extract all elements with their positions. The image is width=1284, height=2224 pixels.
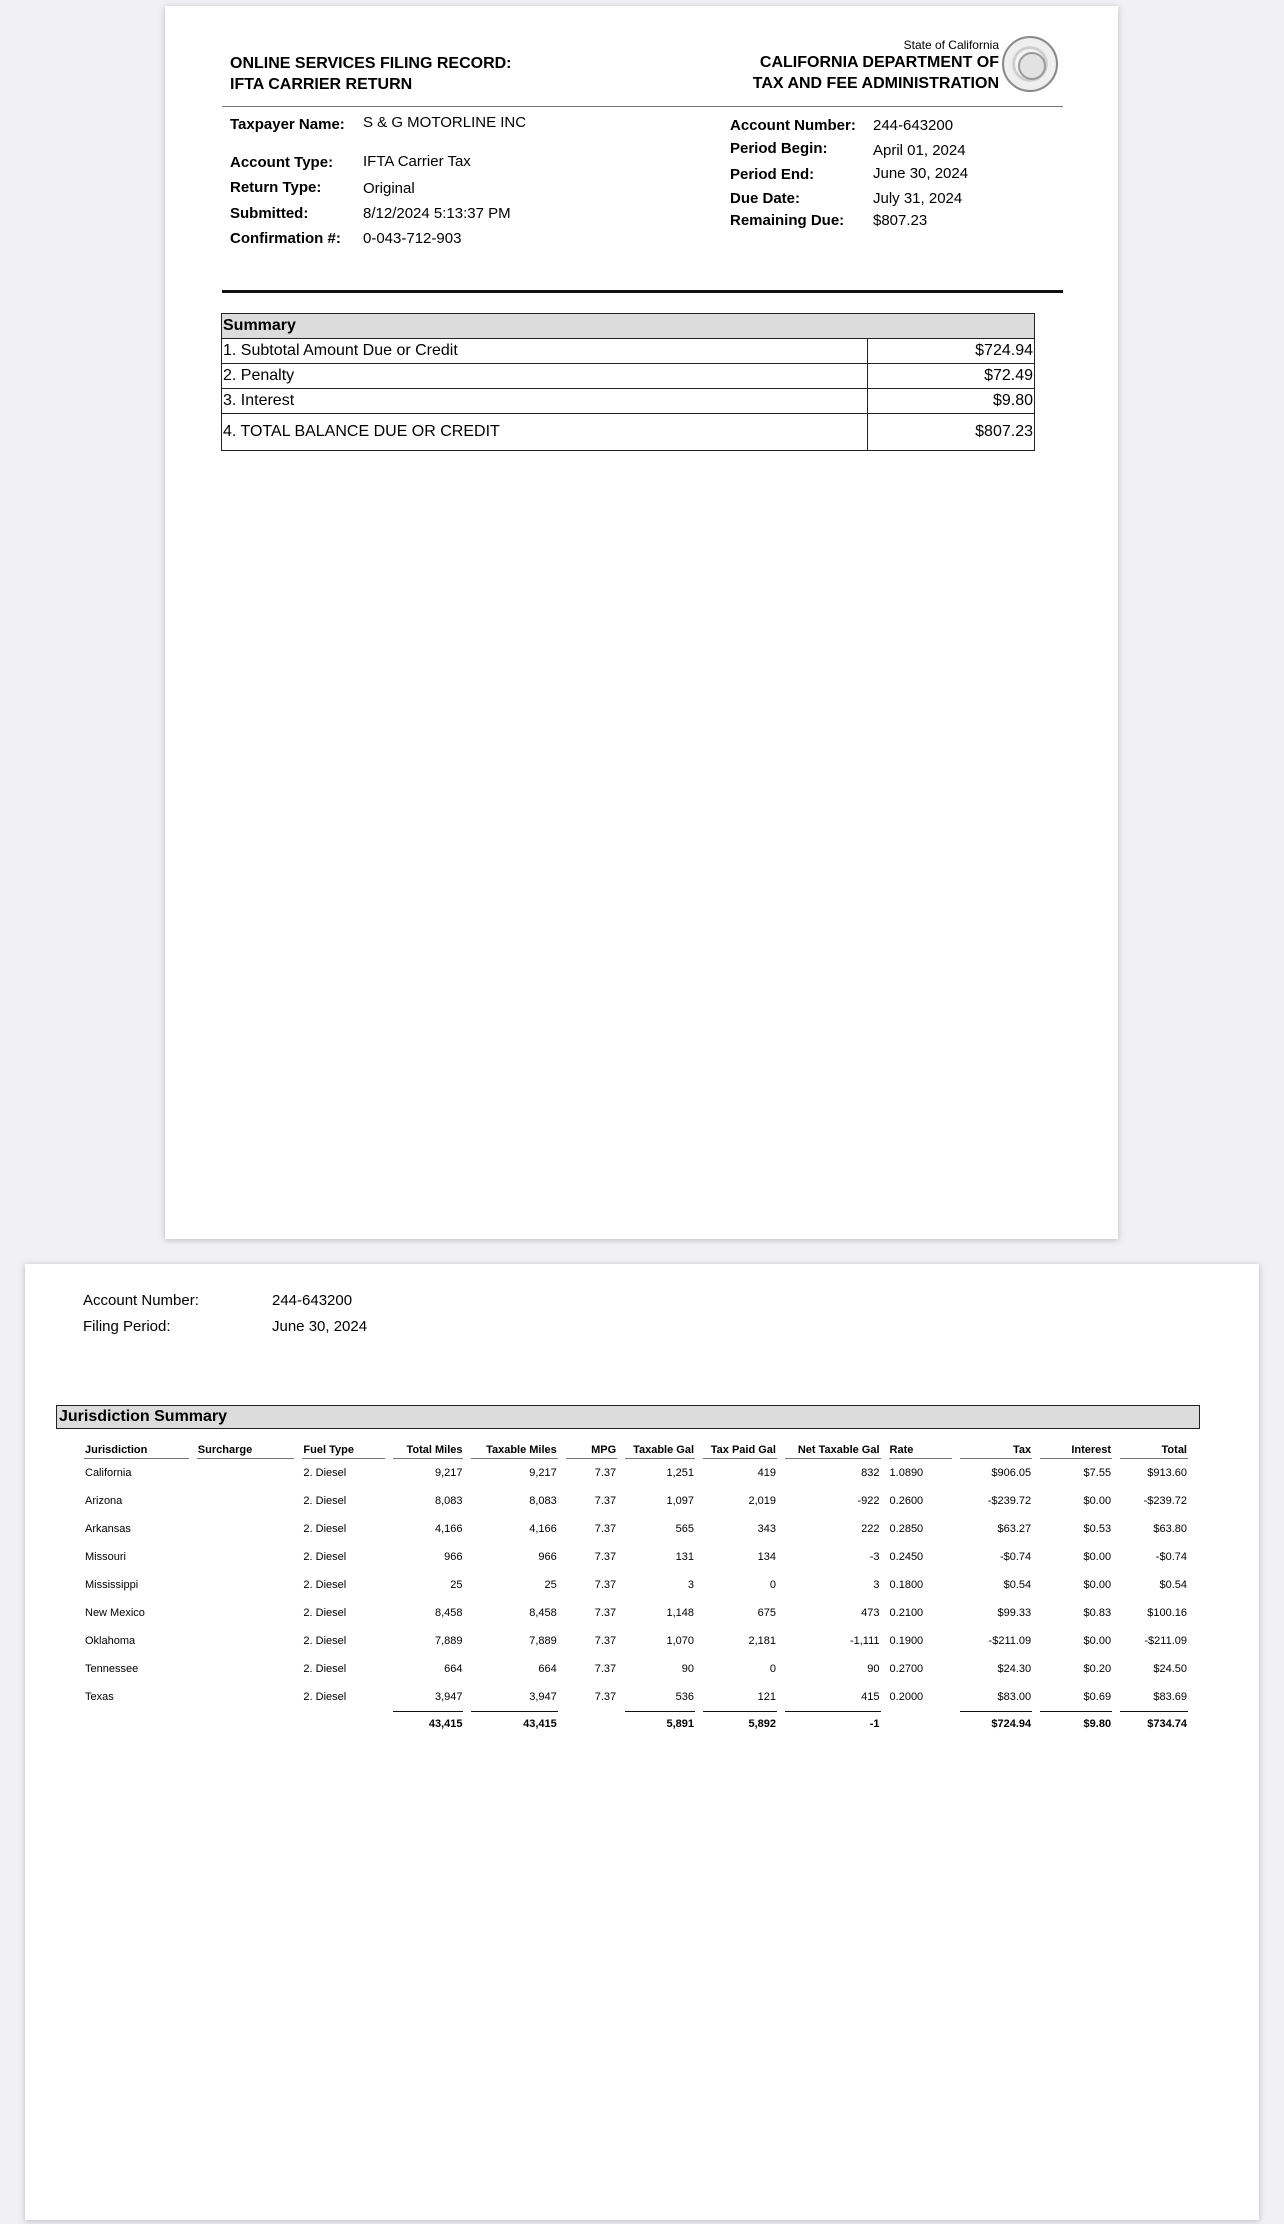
cell-jurisdiction: Arizona <box>85 1495 123 1507</box>
jurisdiction-row <box>84 1599 1188 1627</box>
col-header-net-taxable-gal: Net Taxable Gal <box>785 1432 881 1459</box>
cell-total: -$0.74 <box>1155 1551 1187 1563</box>
cell-total: $100.16 <box>1147 1607 1187 1619</box>
cell-interest: $7.55 <box>1083 1467 1112 1479</box>
total-net-taxable-gal: -1 <box>785 1711 881 1736</box>
cell-surcharge <box>197 1459 295 1487</box>
account-number-label: Account Number: <box>730 117 856 134</box>
cell-mpg: 7.37 <box>594 1495 617 1507</box>
cell-rate: 0.2000 <box>889 1691 924 1703</box>
cell-tax-paid-gal: 2,181 <box>748 1635 776 1647</box>
cell-interest: $0.69 <box>1083 1691 1112 1703</box>
cell-net-taxable-gal: 415 <box>861 1691 880 1703</box>
col-header-rate: Rate <box>889 1432 953 1459</box>
summary-row-amount: $807.23 <box>868 414 1035 451</box>
cell-taxable-gal: 1,251 <box>666 1467 695 1479</box>
due-date-label: Due Date: <box>730 190 801 207</box>
total-interest: $9.80 <box>1040 1711 1112 1736</box>
cell-total: $0.54 <box>1159 1579 1187 1591</box>
summary-row-label: 2. Penalty <box>222 364 868 389</box>
remaining-due-label: Remaining Due: <box>730 212 845 229</box>
cell-taxable-gal: 1,070 <box>666 1635 695 1647</box>
state-label: State of California <box>903 38 999 52</box>
cell-total-miles: 8,458 <box>434 1607 463 1619</box>
cell-surcharge <box>197 1683 295 1711</box>
cell-tax-paid-gal: 675 <box>757 1607 776 1619</box>
jurisdiction-row <box>84 1543 1188 1571</box>
cell-fuel-type: 2. Diesel <box>303 1579 347 1591</box>
p2-account-number-label: Account Number: <box>83 1292 199 1309</box>
period-begin-label: Period Begin: <box>730 140 828 157</box>
account-type-label: Account Type: <box>230 154 334 171</box>
cell-mpg: 7.37 <box>594 1663 617 1675</box>
jurisdiction-row <box>84 1683 1188 1711</box>
total-tax-paid-gal: 5,892 <box>703 1711 777 1736</box>
cell-tax: -$0.74 <box>999 1551 1032 1563</box>
cell-interest: $0.00 <box>1083 1495 1112 1507</box>
cell-net-taxable-gal: 832 <box>861 1467 880 1479</box>
cell-jurisdiction: Missouri <box>85 1551 126 1563</box>
taxpayer-name-value: S & G MOTORLINE INC <box>363 114 527 131</box>
cell-taxable-gal: 536 <box>675 1691 695 1703</box>
summary-row-label: 4. TOTAL BALANCE DUE OR CREDIT <box>222 414 868 451</box>
cell-surcharge <box>197 1655 295 1683</box>
summary-table <box>221 313 1035 451</box>
col-header-tax: Tax <box>960 1432 1032 1459</box>
section-divider <box>222 290 1063 293</box>
total-total: $734.74 <box>1120 1711 1188 1736</box>
confirmation-value: 0-043-712-903 <box>363 230 462 247</box>
cell-net-taxable-gal: 3 <box>873 1579 880 1591</box>
cell-interest: $0.83 <box>1083 1607 1112 1619</box>
p2-filing-period-label: Filing Period: <box>83 1318 171 1335</box>
cell-taxable-miles: 8,458 <box>529 1607 557 1619</box>
cell-total-miles: 3,947 <box>434 1691 463 1703</box>
cell-fuel-type: 2. Diesel <box>303 1691 347 1703</box>
cell-jurisdiction: Tennessee <box>85 1663 139 1675</box>
cell-surcharge <box>197 1515 295 1543</box>
cell-tax-paid-gal: 0 <box>769 1579 776 1591</box>
summary-total-row <box>222 414 1035 451</box>
cell-rate: 0.2850 <box>889 1523 924 1535</box>
col-header-taxable-miles: Taxable Miles <box>471 1432 557 1459</box>
jurisdiction-row <box>84 1571 1188 1599</box>
cell-total: -$211.09 <box>1144 1635 1187 1647</box>
cell-taxable-miles: 4,166 <box>529 1523 557 1535</box>
cell-total-miles: 25 <box>450 1579 463 1591</box>
cell-net-taxable-gal: -3 <box>869 1551 880 1563</box>
account-type-value: IFTA Carrier Tax <box>363 153 471 170</box>
cell-rate: 1.0890 <box>889 1467 924 1479</box>
cell-total-miles: 664 <box>444 1663 463 1675</box>
dept-line-2: TAX AND FEE ADMINISTRATION <box>752 75 999 92</box>
cell-taxable-miles: 664 <box>538 1663 557 1675</box>
col-header-surcharge: Surcharge <box>197 1432 295 1459</box>
cell-rate: 0.2600 <box>889 1495 924 1507</box>
cell-tax: -$239.72 <box>987 1495 1032 1507</box>
cell-rate: 0.2450 <box>889 1551 924 1563</box>
p2-filing-period-value: June 30, 2024 <box>272 1318 368 1335</box>
jurisdiction-totals-row <box>84 1711 1188 1736</box>
cell-net-taxable-gal: 90 <box>867 1663 880 1675</box>
col-header-fuel-type: Fuel Type <box>302 1432 384 1459</box>
cell-taxable-gal: 90 <box>681 1663 695 1675</box>
cell-surcharge <box>197 1599 295 1627</box>
cell-interest: $0.00 <box>1083 1579 1112 1591</box>
cell-interest: $0.53 <box>1083 1523 1112 1535</box>
cell-mpg: 7.37 <box>594 1579 617 1591</box>
title-line-1: ONLINE SERVICES FILING RECORD: <box>230 55 512 72</box>
cell-total-miles: 9,217 <box>434 1467 463 1479</box>
cell-tax: $0.54 <box>1003 1579 1032 1591</box>
return-type-label: Return Type: <box>230 179 322 196</box>
cell-tax-paid-gal: 343 <box>757 1523 776 1535</box>
cell-rate: 0.2700 <box>889 1663 924 1675</box>
cell-taxable-miles: 9,217 <box>529 1467 557 1479</box>
cell-mpg: 7.37 <box>594 1607 617 1619</box>
dept-line-1: CALIFORNIA DEPARTMENT OF <box>759 54 999 71</box>
cell-taxable-miles: 3,947 <box>529 1691 557 1703</box>
cell-jurisdiction: New Mexico <box>85 1607 145 1619</box>
taxpayer-name-label: Taxpayer Name: <box>230 116 345 133</box>
cell-taxable-gal: 565 <box>675 1523 695 1535</box>
cell-fuel-type: 2. Diesel <box>303 1663 347 1675</box>
cell-total: $83.69 <box>1153 1691 1187 1703</box>
cell-interest: $0.00 <box>1083 1551 1112 1563</box>
cell-tax-paid-gal: 0 <box>769 1663 776 1675</box>
cell-interest: $0.20 <box>1083 1663 1112 1675</box>
cell-jurisdiction: Oklahoma <box>85 1635 136 1647</box>
cell-total: $913.60 <box>1147 1467 1187 1479</box>
confirmation-label: Confirmation #: <box>230 230 341 247</box>
cell-tax: $63.27 <box>997 1523 1032 1535</box>
jurisdiction-header-row <box>84 1432 1188 1459</box>
summary-header-row <box>222 314 1035 339</box>
cell-surcharge <box>197 1487 295 1515</box>
col-header-total: Total <box>1120 1432 1188 1459</box>
remaining-due-value: $807.23 <box>873 212 928 229</box>
jurisdiction-row <box>84 1627 1188 1655</box>
col-header-jurisdiction: Jurisdiction <box>84 1432 189 1459</box>
department-heading <box>753 38 999 94</box>
col-header-total-miles: Total Miles <box>393 1432 464 1459</box>
cell-net-taxable-gal: 473 <box>861 1607 880 1619</box>
state-seal-icon <box>1002 36 1058 92</box>
cell-tax-paid-gal: 121 <box>757 1691 776 1703</box>
cell-tax-paid-gal: 2,019 <box>748 1495 776 1507</box>
cell-interest: $0.00 <box>1083 1635 1112 1647</box>
summary-row <box>222 364 1035 389</box>
header-divider <box>222 106 1063 107</box>
cell-net-taxable-gal: -1,111 <box>849 1635 880 1647</box>
summary-row-amount: $724.94 <box>868 339 1035 364</box>
cell-tax: $83.00 <box>997 1691 1032 1703</box>
jurisdiction-summary-title: Jurisdiction Summary <box>56 1405 1200 1429</box>
cell-tax-paid-gal: 419 <box>757 1467 776 1479</box>
cell-jurisdiction: Texas <box>85 1691 114 1703</box>
cell-total: -$239.72 <box>1143 1495 1187 1507</box>
cell-rate: 0.1900 <box>889 1635 924 1647</box>
cell-taxable-gal: 1,148 <box>666 1607 695 1619</box>
submitted-label: Submitted: <box>230 205 309 222</box>
col-header-taxable-gal: Taxable Gal <box>625 1432 695 1459</box>
cell-total: $63.80 <box>1153 1523 1187 1535</box>
cell-total: $24.50 <box>1153 1663 1187 1675</box>
title-line-2: IFTA CARRIER RETURN <box>230 76 413 93</box>
cell-taxable-gal: 131 <box>675 1551 695 1563</box>
cell-rate: 0.1800 <box>889 1579 924 1591</box>
col-header-mpg: MPG <box>566 1432 617 1459</box>
cell-net-taxable-gal: 222 <box>861 1523 880 1535</box>
cell-mpg: 7.37 <box>594 1523 617 1535</box>
cell-total-miles: 966 <box>444 1551 463 1563</box>
cell-fuel-type: 2. Diesel <box>303 1495 347 1507</box>
cell-mpg: 7.37 <box>594 1635 617 1647</box>
submitted-value: 8/12/2024 5:13:37 PM <box>363 205 511 222</box>
period-end-value: June 30, 2024 <box>873 165 969 182</box>
cell-jurisdiction: Mississippi <box>85 1579 139 1591</box>
cell-total-miles: 8,083 <box>434 1495 463 1507</box>
filing-record-title <box>230 53 512 95</box>
filing-record-page-1 <box>165 6 1118 1239</box>
cell-total-miles: 4,166 <box>434 1523 463 1535</box>
cell-tax: -$211.09 <box>988 1635 1032 1647</box>
cell-mpg: 7.37 <box>594 1551 617 1563</box>
cell-surcharge <box>197 1543 295 1571</box>
cell-fuel-type: 2. Diesel <box>303 1607 347 1619</box>
due-date-value: July 31, 2024 <box>873 190 963 207</box>
summary-row-amount: $9.80 <box>868 389 1035 414</box>
summary-row-label: 1. Subtotal Amount Due or Credit <box>222 339 868 364</box>
p2-account-number-value: 244-643200 <box>272 1292 353 1309</box>
jurisdiction-row <box>84 1487 1188 1515</box>
jurisdiction-row <box>84 1515 1188 1543</box>
cell-fuel-type: 2. Diesel <box>303 1551 347 1563</box>
total-total-miles: 43,415 <box>393 1711 464 1736</box>
cell-taxable-miles: 7,889 <box>529 1635 557 1647</box>
cell-taxable-miles: 8,083 <box>529 1495 557 1507</box>
cell-total-miles: 7,889 <box>434 1635 463 1647</box>
jurisdiction-row <box>84 1459 1188 1487</box>
cell-tax: $99.33 <box>997 1607 1032 1619</box>
cell-surcharge <box>197 1571 295 1599</box>
cell-fuel-type: 2. Diesel <box>303 1635 347 1647</box>
total-tax: $724.94 <box>960 1711 1032 1736</box>
return-type-value: Original <box>363 180 415 197</box>
cell-fuel-type: 2. Diesel <box>303 1523 347 1535</box>
cell-taxable-gal: 1,097 <box>666 1495 695 1507</box>
cell-tax: $906.05 <box>991 1467 1032 1479</box>
col-header-tax-paid-gal: Tax Paid Gal <box>703 1432 777 1459</box>
jurisdiction-table <box>76 1432 1196 1736</box>
jurisdiction-row <box>84 1655 1188 1683</box>
summary-row <box>222 389 1035 414</box>
total-taxable-miles: 43,415 <box>471 1711 557 1736</box>
cell-fuel-type: 2. Diesel <box>303 1467 347 1479</box>
cell-rate: 0.2100 <box>889 1607 924 1619</box>
cell-jurisdiction: California <box>85 1467 132 1479</box>
summary-row-label: 3. Interest <box>222 389 868 414</box>
account-number-value: 244-643200 <box>873 117 954 134</box>
cell-mpg: 7.37 <box>594 1691 617 1703</box>
summary-title: Summary <box>222 314 1035 339</box>
cell-jurisdiction: Arkansas <box>85 1523 131 1535</box>
cell-mpg: 7.37 <box>594 1467 617 1479</box>
total-taxable-gal: 5,891 <box>625 1711 695 1736</box>
cell-taxable-miles: 25 <box>544 1579 557 1591</box>
summary-row <box>222 339 1035 364</box>
period-begin-value: April 01, 2024 <box>873 142 966 159</box>
cell-tax-paid-gal: 134 <box>757 1551 776 1563</box>
cell-net-taxable-gal: -922 <box>857 1495 880 1507</box>
cell-taxable-gal: 3 <box>687 1579 695 1591</box>
cell-taxable-miles: 966 <box>538 1551 557 1563</box>
col-header-interest: Interest <box>1040 1432 1112 1459</box>
period-end-label: Period End: <box>730 166 815 183</box>
cell-surcharge <box>197 1627 295 1655</box>
cell-tax: $24.30 <box>997 1663 1032 1675</box>
summary-row-amount: $72.49 <box>868 364 1035 389</box>
